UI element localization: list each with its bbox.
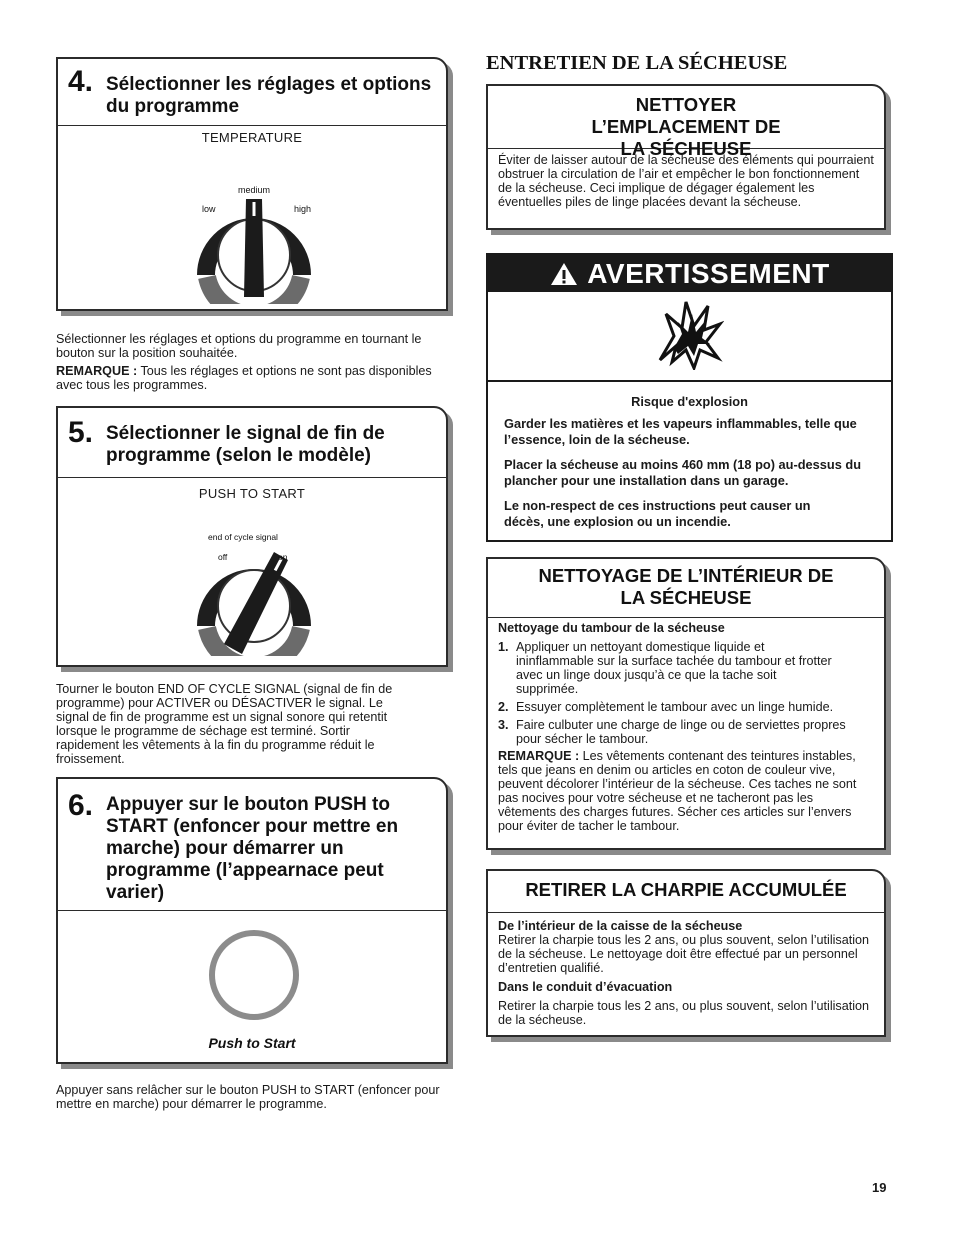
- warning-title: AVERTISSEMENT: [587, 257, 830, 289]
- clean-interior-note-label: REMARQUE :: [498, 749, 580, 763]
- step-5-number: 5.: [68, 416, 94, 449]
- clean-interior-body: [488, 618, 884, 833]
- clean-interior-note-text: Les vêtements contenant des teintures instables, tels que jeans en denim ou articles en coton de couleur vive, peuvent décolorer l’intérieur de la sécheuse. Ces taches ne sont pas nocives pour votre sécheuse et ne tacheront pas les vêtements des charges futures. Sécher ces articles sur l’envers pour éviter de tacher le tambour.: [498, 749, 857, 833]
- step-5-box: [56, 406, 448, 667]
- step-text: Appliquer un nettoyant domestique liquide et ininflammable sur la surface tachée du tambour et frotter avec un linge doux jusqu’à ce que la tache soit supprimée.: [516, 640, 832, 696]
- list-item: [498, 700, 874, 714]
- step-number: 2.: [498, 700, 509, 714]
- warning-line-2: Placer la sécheuse au moins 460 mm (18 po) au-dessus du plancher pour une installation dans un garage.: [504, 457, 862, 488]
- step-4-note: [56, 364, 456, 392]
- list-item: [498, 640, 874, 696]
- step-4-box: [56, 57, 448, 311]
- warning-line-3: Le non-respect de ces instructions peut causer un décès, une explosion ou un incendie.: [504, 498, 811, 529]
- lint-subtitle-1: De l’intérieur de la caisse de la sécheuse: [498, 919, 743, 933]
- clean-location-title: NETTOYER L’EMPLACEMENT DE LA SÉCHEUSE: [488, 86, 884, 149]
- signal-label-title: end of cycle signal: [208, 532, 278, 542]
- warning-header: [488, 255, 891, 292]
- step-5-title: Sélectionner le signal de fin de programme (selon le modèle): [106, 423, 385, 466]
- step-6-paragraph: Appuyer sans relâcher sur le bouton PUSH to START (enfoncer pour mettre en marche) pour démarrer le programme.: [56, 1083, 440, 1111]
- step-6-number: 6.: [68, 789, 94, 822]
- temperature-knob-icon: [184, 179, 324, 304]
- push-to-start-button-icon: [206, 927, 302, 1023]
- clean-interior-steps: [498, 640, 874, 746]
- lint-box: [486, 869, 886, 1037]
- temp-label-low: low: [202, 204, 216, 214]
- signal-label-on: on: [278, 552, 288, 562]
- push-to-start-caption: PUSH TO START: [198, 486, 306, 501]
- clean-location-box: [486, 84, 886, 230]
- clean-interior-title: NETTOYAGE DE L’INTÉRIEUR DE LA SÉCHEUSE: [488, 559, 884, 618]
- push-to-start-label: Push to Start: [208, 1035, 296, 1051]
- end-of-cycle-knob-icon: [182, 526, 327, 656]
- temp-label-high: high: [294, 204, 312, 214]
- step-4-title: Sélectionner les réglages et options du programme: [106, 74, 432, 117]
- lint-text-1: Retirer la charpie tous les 2 ans, ou plus souvent, selon l’utilisation de la sécheuse. Le nettoyage doit être effectué par un personnel d’entretien qualifié.: [498, 933, 870, 975]
- warning-line-1: Garder les matières et les vapeurs inflammables, telle que l’essence, loin de la sécheuse.: [504, 416, 857, 447]
- step-5-paragraph: Tourner le bouton END OF CYCLE SIGNAL (signal de fin de programme) pour ACTIVER ou DÉSACTIVER le signal. Le signal de fin de programme est un signal sonore qui retentit lorsque le programme de séchage est terminé. Sortir rapidement les vêtements à la fin du programme réduit le froissement.: [56, 682, 393, 766]
- step-number: 1.: [498, 640, 509, 654]
- step-text: Faire culbuter une charge de linge ou de serviettes propres pour sécher le tambour.: [516, 718, 846, 746]
- warning-box: [486, 253, 893, 542]
- step-5-header: [58, 408, 446, 478]
- lint-text-2: Retirer la charpie tous les 2 ans, ou plus souvent, selon l’utilisation de la sécheuse.: [498, 999, 870, 1027]
- explosion-icon: [656, 300, 724, 370]
- warning-hazard: Risque d'explosion: [631, 394, 748, 409]
- clean-location-text: Éviter de laisser autour de la sécheuse des éléments qui pourraient obstruer la circulation de l’air et empêcher le bon fonctionnement de la sécheuse. Ceci implique de dégager également les éventuelles piles de linge placées devant la sécheuse.: [498, 153, 874, 209]
- step-4-note-text: Tous les réglages et options ne sont pas disponibles avec tous les programmes.: [56, 364, 432, 392]
- section-title: ENTRETIEN DE LA SÉCHEUSE: [486, 52, 788, 74]
- step-6-box: [56, 777, 448, 1064]
- step-4-note-label: REMARQUE :: [56, 364, 138, 378]
- clean-interior-note: [498, 749, 874, 833]
- clean-interior-box: [486, 557, 886, 850]
- temperature-caption: TEMPERATURE: [201, 130, 303, 145]
- temp-label-medium: medium: [238, 185, 271, 195]
- lint-title: RETIRER LA CHARPIE ACCUMULÉE: [488, 871, 884, 913]
- step-number: 3.: [498, 718, 509, 732]
- step-6-header: [58, 779, 446, 911]
- step-text: Essuyer complètement le tambour avec un linge humide.: [516, 700, 834, 714]
- warning-triangle-icon: [549, 261, 579, 287]
- warning-symbol-panel: [488, 292, 891, 382]
- step-4-paragraph: Sélectionner les réglages et options du programme en tournant le bouton sur la position souhaitée.: [56, 332, 422, 360]
- lint-subtitle-2: Dans le conduit d’évacuation: [498, 980, 673, 994]
- step-4-number: 4.: [68, 65, 94, 98]
- step-6-title: Appuyer sur le bouton PUSH to START (enfoncer pour mettre en marche) pour démarrer un programme (l’appearnace peut varier): [106, 794, 399, 903]
- clean-interior-subtitle: Nettoyage du tambour de la sécheuse: [498, 621, 725, 635]
- lint-body: [488, 913, 884, 1027]
- page-number: 19: [872, 1180, 887, 1195]
- list-item: [498, 718, 874, 746]
- step-4-header: [58, 59, 446, 126]
- signal-label-off: off: [218, 552, 228, 562]
